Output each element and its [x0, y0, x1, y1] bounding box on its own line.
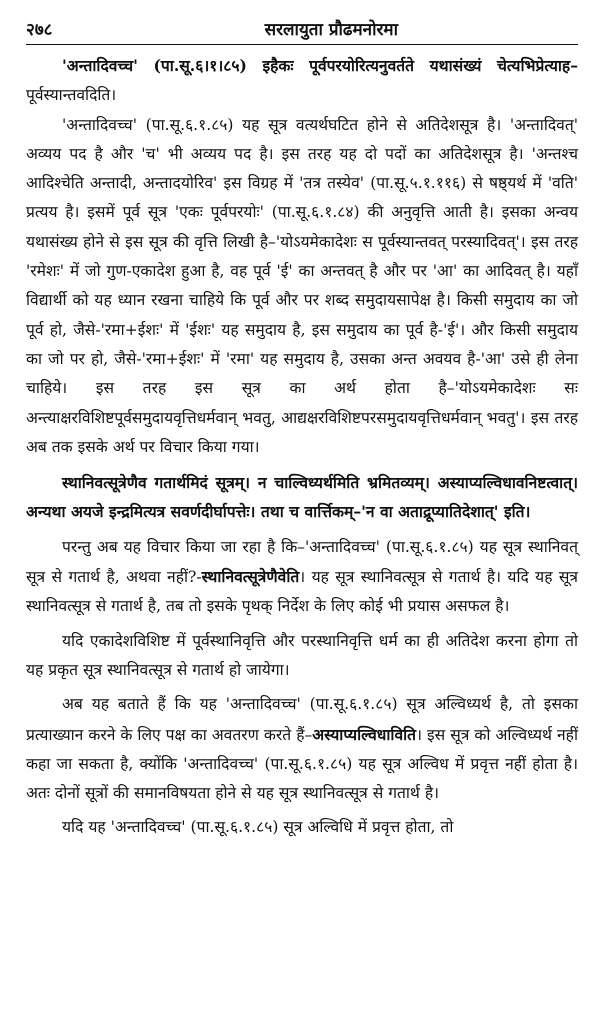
commentary-paragraph-5: यदि यह 'अन्तादिवच्च' (पा.सू.६.१.८५) सूत्र अल्विधि में प्रवृत्त होता, तो	[62, 818, 454, 837]
page-number: २७८	[26, 20, 53, 40]
sutra-block-1	[26, 51, 578, 111]
commentary-paragraph-3: यदि एकादेशविशिष्ट में पूर्वस्थानिवृत्ति और परस्थानिवृत्ति धर्म का ही अतिदेश करना होगा तो यह प्रकृत सूत्र स्थानिवत्सूत्र से गतार्थ हो जायेगा।	[26, 631, 578, 679]
para4-text-after: । इस सूत्र को अल्विध्यर्थ नहीं कहा जा सकता है, क्योंकि 'अन्तादिवच्च' (पा.सू.६.१.८५) यह सूत्र अल्विध में प्रवृत्त नहीं होता है। अतः दोनों सूत्रों की समानविषयता होने से यह सूत्र स्थानिवत्सूत्र से गतार्थ है।	[26, 725, 578, 803]
sutra-vritti-1: पूर्वस्यान्तवदिति।	[26, 86, 117, 105]
para4-bold: अस्याप्यल्विधाविति	[312, 724, 417, 744]
para2-text-before: परन्तु अब यह विचार किया जा रहा है कि–'अन्तादिवच्च' (पा.सू.६.१.८५) यह सूत्र स्थानिवत् सूत्र से गतार्थ है, अथवा नहीं?-	[26, 537, 578, 587]
para4-text-before: अब यह बताते हैं कि यह 'अन्तादिवच्च' (पा.सू.६.१.८५) सूत्र अल्विध्यर्थ है, तो इसका प्रत्याख्यान करने के लिए पक्ष का अवतरण करते हैं–	[26, 695, 578, 744]
sutra-text-1: 'अन्तादिवच्च' (पा.सू.६।१।८५) इहैकः पूर्वपरयोरित्यनुवर्तते यथासंख्यं चेत्यभिप्रेत्याह–	[62, 56, 578, 75]
commentary-paragraph-1: 'अन्तादिवच्च' (पा.सू.६.१.८५) यह सूत्र वत्यर्थघटित होने से अतिदेशसूत्र है। 'अन्तादिवत्' अव्यय पद है और 'च' भी अव्यय पद है। इस तरह यह दो पदों का अतिदेशसूत्र है। 'अन्तश्च आदिश्चेति अन्तादी, अन्तादयोरिव' इस विग्रह में 'तत्र तस्येव' (पा.सू.५.१.११६) से षष्ठ्यर्थ में 'वति' प्रत्यय है। इसमें पूर्व सूत्र 'एकः पूर्वपरयोः' (पा.सू.६.१.८४) की अनुवृत्ति आती है। इसका अन्वय यथासंख्य होने से इस सूत्र की वृत्ति लिखी है–'योऽयमेकादेशः स पूर्वस्यान्तवत् परस्यादिवत्'। इस तरह 'रमेशः' में जो गुण-एकादेश हुआ है, वह पूर्व 'ई' का अन्तवत् है और पर 'आ' का आदिवत् है। यहाँ विद्यार्थी को यह ध्यान रखना चाहिये कि पूर्व और पर शब्द समुदायसापेक्ष है। किसी समुदाय का जो पूर्व हो, जैसे-'रमा+ईशः' में 'ईशः' यह समुदाय है, इस समुदाय का पूर्व है-'ई'। और किसी समुदाय का जो पर हो, जैसे-'रमा+ईशः' में 'रमा' यह समुदाय है, उसका अन्त अवयव है-'आ' उसे ही लेना चाहिये। इस तरह इस सूत्र का अर्थ होता है–'योऽयमेकादेशः सः अन्त्याक्षरविशिष्टपूर्वसमुदायवृत्तिधर्मवान् भवतु, आद्यक्षरविशिष्टपरसमुदायवृत्तिधर्मवान् भवतु'। इस तरह अब तक इसके अर्थ पर विचार किया गया।	[26, 115, 578, 456]
commentary-paragraph-4	[26, 690, 578, 808]
para2-text-after: । यह सूत्र स्थानिवत्सूत्र से गतार्थ है। यदि यह सूत्र स्थानिवत्सूत्र से गतार्थ है, तब तो इसके पृथक् निर्देश के लिए कोई भी प्रयास असफल है।	[26, 568, 579, 616]
para2-bold: स्थानिवत्सूत्रेणैवेति	[201, 567, 300, 587]
sutra-block-2: स्थानिवत्सूत्रेणैव गतार्थमिदं सूत्रम्। न चाल्विध्यर्थमिति भ्रमितव्यम्। अस्याप्यल्विधावनिष्टत्वात्। अन्यथा अयजे इन्द्रमित्यत्र सवर्णदीर्घापत्तेः। तथा च वार्त्तिकम्–'न वा अताद्रूप्यातिदेशात्' इति।	[26, 473, 578, 522]
book-title: सरलायुता प्रौढमनोरमा	[264, 20, 398, 40]
page-header	[26, 0, 578, 45]
commentary-paragraph-2	[26, 533, 578, 622]
